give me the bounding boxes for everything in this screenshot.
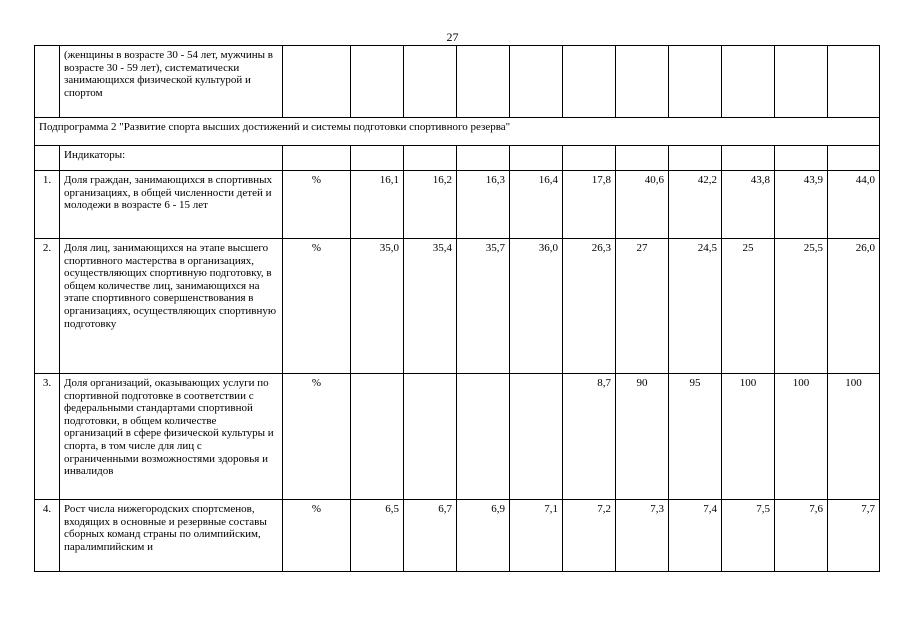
indicator-name: Доля граждан, занимающихся в спортивных организациях, в общей численности детей и молодежи в возрасте 6 - 15 лет bbox=[60, 171, 283, 239]
page-number: 27 bbox=[446, 30, 459, 44]
indicator-name: Рост числа нижегородских спортсменов, входящих в основные и резервные составы сборных команд страны по олимпийским, паралимпийским и bbox=[60, 500, 283, 572]
value-cell: 90 bbox=[616, 374, 669, 500]
unit-cell: % bbox=[283, 171, 351, 239]
value-cell bbox=[457, 146, 510, 171]
value-cell bbox=[404, 46, 457, 118]
indicators-label: Индикаторы: bbox=[60, 146, 283, 171]
value-cell: 8,7 bbox=[563, 374, 616, 500]
value-cell: 17,8 bbox=[563, 171, 616, 239]
value-cell bbox=[669, 146, 722, 171]
row-number bbox=[35, 46, 60, 118]
row-number: 1. bbox=[35, 171, 60, 239]
value-cell: 16,1 bbox=[351, 171, 404, 239]
value-cell: 24,5 bbox=[669, 239, 722, 374]
value-cell: 36,0 bbox=[510, 239, 563, 374]
value-cell: 43,9 bbox=[775, 171, 828, 239]
indicators-table bbox=[34, 45, 880, 572]
unit-cell: % bbox=[283, 500, 351, 572]
value-cell: 7,7 bbox=[828, 500, 880, 572]
value-cell bbox=[722, 46, 775, 118]
unit-cell bbox=[283, 46, 351, 118]
value-cell: 26,3 bbox=[563, 239, 616, 374]
value-cell bbox=[669, 46, 722, 118]
value-cell: 16,4 bbox=[510, 171, 563, 239]
value-cell: 6,9 bbox=[457, 500, 510, 572]
unit-cell bbox=[283, 146, 351, 171]
value-cell bbox=[722, 146, 775, 171]
indicators-label-row bbox=[35, 146, 880, 171]
value-cell: 16,2 bbox=[404, 171, 457, 239]
value-cell: 7,4 bbox=[669, 500, 722, 572]
value-cell: 95 bbox=[669, 374, 722, 500]
value-cell: 42,2 bbox=[669, 171, 722, 239]
value-cell: 100 bbox=[775, 374, 828, 500]
value-cell: 7,3 bbox=[616, 500, 669, 572]
value-cell: 6,7 bbox=[404, 500, 457, 572]
row-number bbox=[35, 146, 60, 171]
value-cell bbox=[775, 146, 828, 171]
subprogram-title: Подпрограмма 2 "Развитие спорта высших достижений и системы подготовки спортивного резерва" bbox=[35, 118, 880, 146]
value-cell bbox=[404, 146, 457, 171]
value-cell: 100 bbox=[828, 374, 880, 500]
indicator-name: (женщины в возрасте 30 - 54 лет, мужчины в возрасте 30 - 59 лет), систематически занимающихся физической культурой и спортом bbox=[60, 46, 283, 118]
value-cell: 7,6 bbox=[775, 500, 828, 572]
value-cell bbox=[510, 146, 563, 171]
row-number: 3. bbox=[35, 374, 60, 500]
value-cell: 6,5 bbox=[351, 500, 404, 572]
value-cell bbox=[510, 374, 563, 500]
value-cell: 7,2 bbox=[563, 500, 616, 572]
value-cell: 26,0 bbox=[828, 239, 880, 374]
indicator-name: Доля лиц, занимающихся на этапе высшего спортивного мастерства в организациях, осуществляющих спортивную подготовку, в общем количестве лиц, занимающихся на этапе спортивного совершенствования в организациях, осуществляющих спортивную подготовку bbox=[60, 239, 283, 374]
table-row bbox=[35, 239, 880, 374]
value-cell bbox=[457, 46, 510, 118]
subprogram-row bbox=[35, 118, 880, 146]
value-cell: 27 bbox=[616, 239, 669, 374]
value-cell: 7,1 bbox=[510, 500, 563, 572]
value-cell: 35,0 bbox=[351, 239, 404, 374]
value-cell: 100 bbox=[722, 374, 775, 500]
value-cell: 25,5 bbox=[775, 239, 828, 374]
table-row bbox=[35, 46, 880, 118]
value-cell: 44,0 bbox=[828, 171, 880, 239]
row-number: 2. bbox=[35, 239, 60, 374]
value-cell bbox=[828, 46, 880, 118]
value-cell bbox=[563, 146, 616, 171]
value-cell bbox=[404, 374, 457, 500]
value-cell bbox=[351, 374, 404, 500]
unit-cell: % bbox=[283, 239, 351, 374]
value-cell bbox=[351, 46, 404, 118]
unit-cell: % bbox=[283, 374, 351, 500]
value-cell bbox=[457, 374, 510, 500]
value-cell: 25 bbox=[722, 239, 775, 374]
value-cell: 40,6 bbox=[616, 171, 669, 239]
value-cell: 16,3 bbox=[457, 171, 510, 239]
value-cell: 43,8 bbox=[722, 171, 775, 239]
value-cell: 7,5 bbox=[722, 500, 775, 572]
value-cell bbox=[351, 146, 404, 171]
value-cell: 35,7 bbox=[457, 239, 510, 374]
value-cell bbox=[616, 46, 669, 118]
value-cell: 35,4 bbox=[404, 239, 457, 374]
value-cell bbox=[775, 46, 828, 118]
row-number: 4. bbox=[35, 500, 60, 572]
value-cell bbox=[828, 146, 880, 171]
value-cell bbox=[616, 146, 669, 171]
table-row bbox=[35, 374, 880, 500]
value-cell bbox=[510, 46, 563, 118]
value-cell bbox=[563, 46, 616, 118]
table-row bbox=[35, 500, 880, 572]
table-row bbox=[35, 171, 880, 239]
indicator-name: Доля организаций, оказывающих услуги по спортивной подготовке в соответствии с федеральными стандартами спортивной подготовки, в общем количестве организаций в сфере физической культуры и спорта, в том числе для лиц с ограниченными возможностями здоровья и инвалидов bbox=[60, 374, 283, 500]
